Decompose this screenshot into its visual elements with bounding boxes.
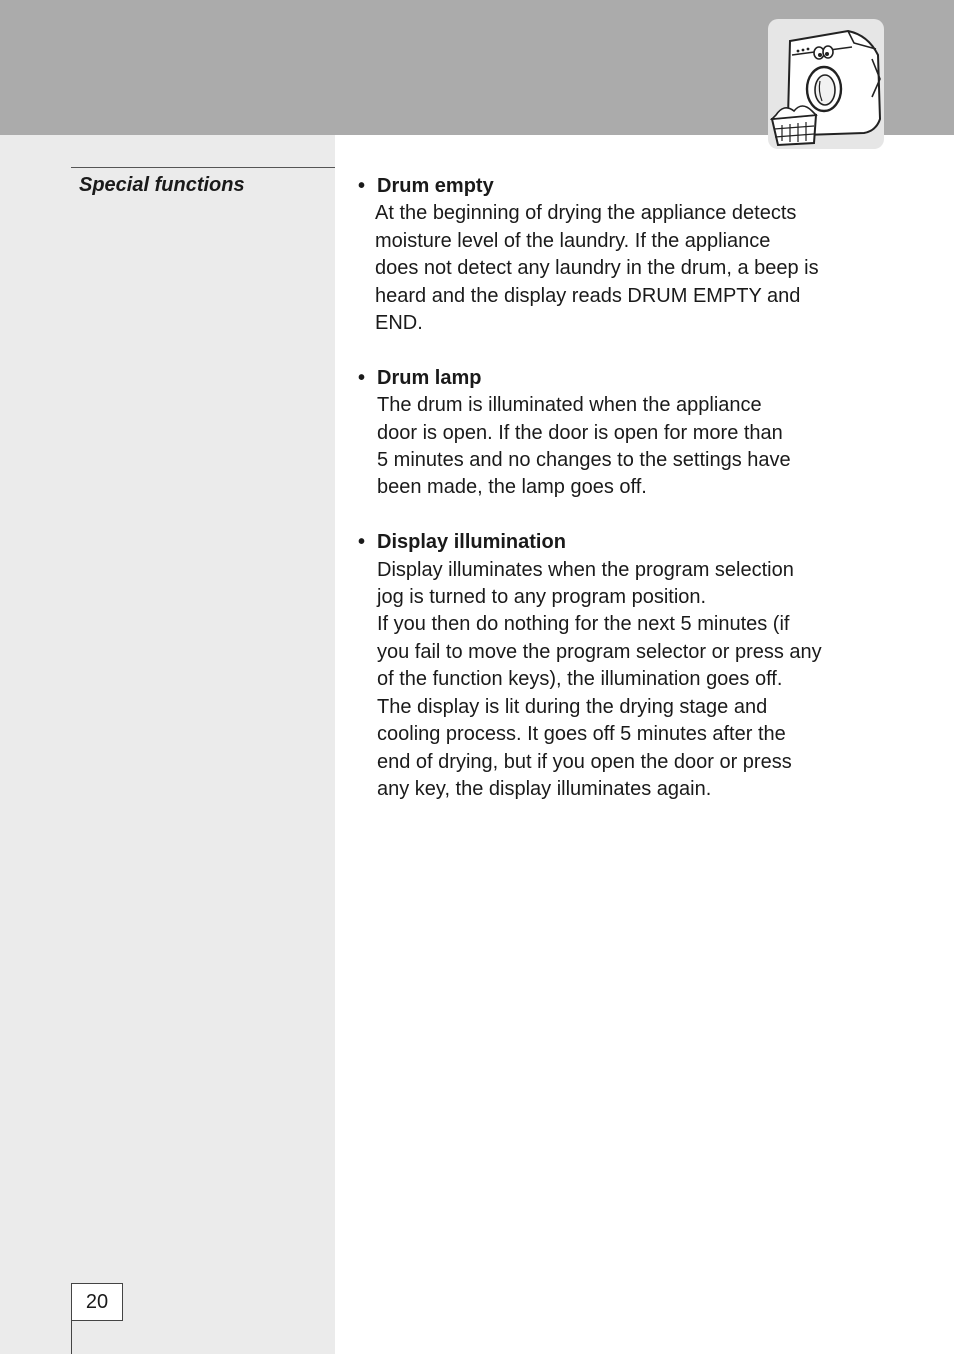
washing-machine-mascot-icon [768,19,884,149]
function-item-drum-empty [358,173,898,337]
item-title: Drum lamp [377,366,482,389]
function-item-display-illumination [358,529,898,803]
item-body: At the beginning of drying the appliance detects moisture level of the laundry. If the appliance does not detect any laundry in the drum, a beep is heard and the display reads DRUM EMPTY and END. [375,202,819,335]
left-panel [0,135,335,1354]
section-label: Special functions [79,174,245,196]
section-rule [71,167,335,168]
item-title: Drum empty [377,175,494,197]
content-column [358,173,898,831]
item-title: Display illumination [377,531,566,554]
item-body: The drum is illuminated when the appliance door is open. If the door is open for more than 5 minutes and no changes to the settings have been made, the lamp goes off. [377,394,791,499]
page-number: 20 [71,1283,123,1321]
page-number-rule [71,1320,72,1354]
item-body: Display illuminates when the program selection jog is turned to any program position. If you then do nothing for the next 5 minutes (if you fail to move the program selector or press any of the function keys), the illumination goes off. The display is lit during the drying stage and cooling process. It goes off 5 minutes after the end of drying, but if you open the door or press any key, the display illuminates again. [377,558,822,800]
function-item-drum-lamp [358,365,898,502]
bullet-icon: • [358,531,366,554]
bullet-icon: • [358,175,366,197]
bullet-icon: • [358,366,366,389]
